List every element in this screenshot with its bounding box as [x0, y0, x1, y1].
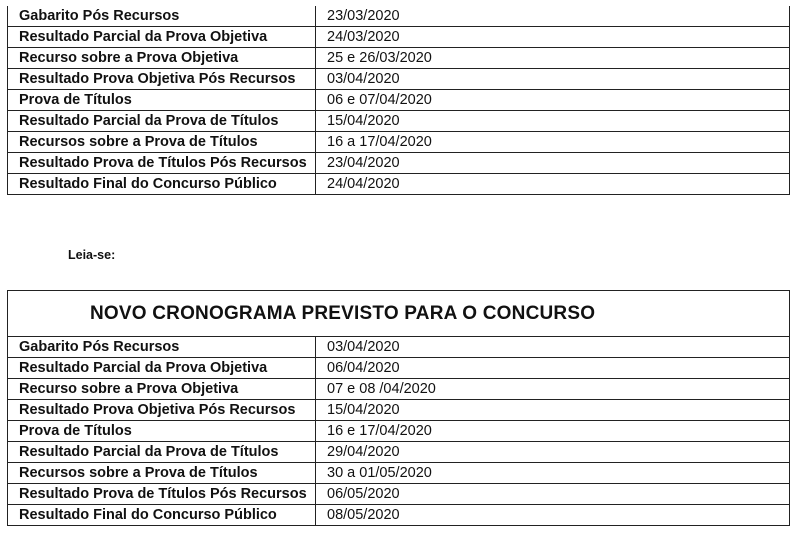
date-cell: 07 e 08 /04/2020 [316, 379, 790, 400]
date-cell: 24/03/2020 [316, 27, 790, 48]
event-cell: Resultado Prova de Títulos Pós Recursos [8, 484, 316, 505]
date-cell: 29/04/2020 [316, 442, 790, 463]
table-title-row [8, 291, 790, 337]
event-cell: Prova de Títulos [8, 421, 316, 442]
event-cell: Recursos sobre a Prova de Títulos [8, 132, 316, 153]
table-row [8, 132, 790, 153]
date-cell: 25 e 26/03/2020 [316, 48, 790, 69]
date-cell: 03/04/2020 [316, 337, 790, 358]
event-cell: Recurso sobre a Prova Objetiva [8, 48, 316, 69]
table-row [8, 337, 790, 358]
table-row [8, 442, 790, 463]
table-row [8, 400, 790, 421]
event-cell: Recursos sobre a Prova de Títulos [8, 463, 316, 484]
date-cell: 06/04/2020 [316, 358, 790, 379]
table-row [8, 153, 790, 174]
table-row [8, 358, 790, 379]
table-row [8, 421, 790, 442]
event-cell: Resultado Prova Objetiva Pós Recursos [8, 69, 316, 90]
event-cell: Resultado Parcial da Prova de Títulos [8, 442, 316, 463]
table-row [8, 484, 790, 505]
table-row [8, 379, 790, 400]
event-cell: Resultado Final do Concurso Público [8, 505, 316, 526]
event-cell: Gabarito Pós Recursos [8, 6, 316, 27]
event-cell: Gabarito Pós Recursos [8, 337, 316, 358]
read-as-label: Leia-se: [68, 248, 116, 262]
date-cell: 24/04/2020 [316, 174, 790, 195]
date-cell: 15/04/2020 [316, 400, 790, 421]
table-row [8, 505, 790, 526]
table-row [8, 463, 790, 484]
date-cell: 16 a 17/04/2020 [316, 132, 790, 153]
new-schedule-table [7, 290, 790, 526]
event-cell: Recurso sobre a Prova Objetiva [8, 379, 316, 400]
date-cell: 23/03/2020 [316, 6, 790, 27]
date-cell: 23/04/2020 [316, 153, 790, 174]
date-cell: 30 a 01/05/2020 [316, 463, 790, 484]
date-cell: 06/05/2020 [316, 484, 790, 505]
table-row [8, 174, 790, 195]
new-schedule-title: NOVO CRONOGRAMA PREVISTO PARA O CONCURSO [8, 291, 790, 337]
event-cell: Resultado Prova de Títulos Pós Recursos [8, 153, 316, 174]
table-row [8, 27, 790, 48]
event-cell: Resultado Parcial da Prova Objetiva [8, 358, 316, 379]
table-row [8, 111, 790, 132]
table-row [8, 48, 790, 69]
table-row [8, 90, 790, 111]
event-cell: Resultado Prova Objetiva Pós Recursos [8, 400, 316, 421]
date-cell: 08/05/2020 [316, 505, 790, 526]
table-row [8, 69, 790, 90]
date-cell: 03/04/2020 [316, 69, 790, 90]
table-row [8, 6, 790, 27]
date-cell: 15/04/2020 [316, 111, 790, 132]
old-schedule-table [7, 6, 790, 195]
date-cell: 16 e 17/04/2020 [316, 421, 790, 442]
event-cell: Prova de Títulos [8, 90, 316, 111]
event-cell: Resultado Parcial da Prova Objetiva [8, 27, 316, 48]
event-cell: Resultado Parcial da Prova de Títulos [8, 111, 316, 132]
event-cell: Resultado Final do Concurso Público [8, 174, 316, 195]
date-cell: 06 e 07/04/2020 [316, 90, 790, 111]
